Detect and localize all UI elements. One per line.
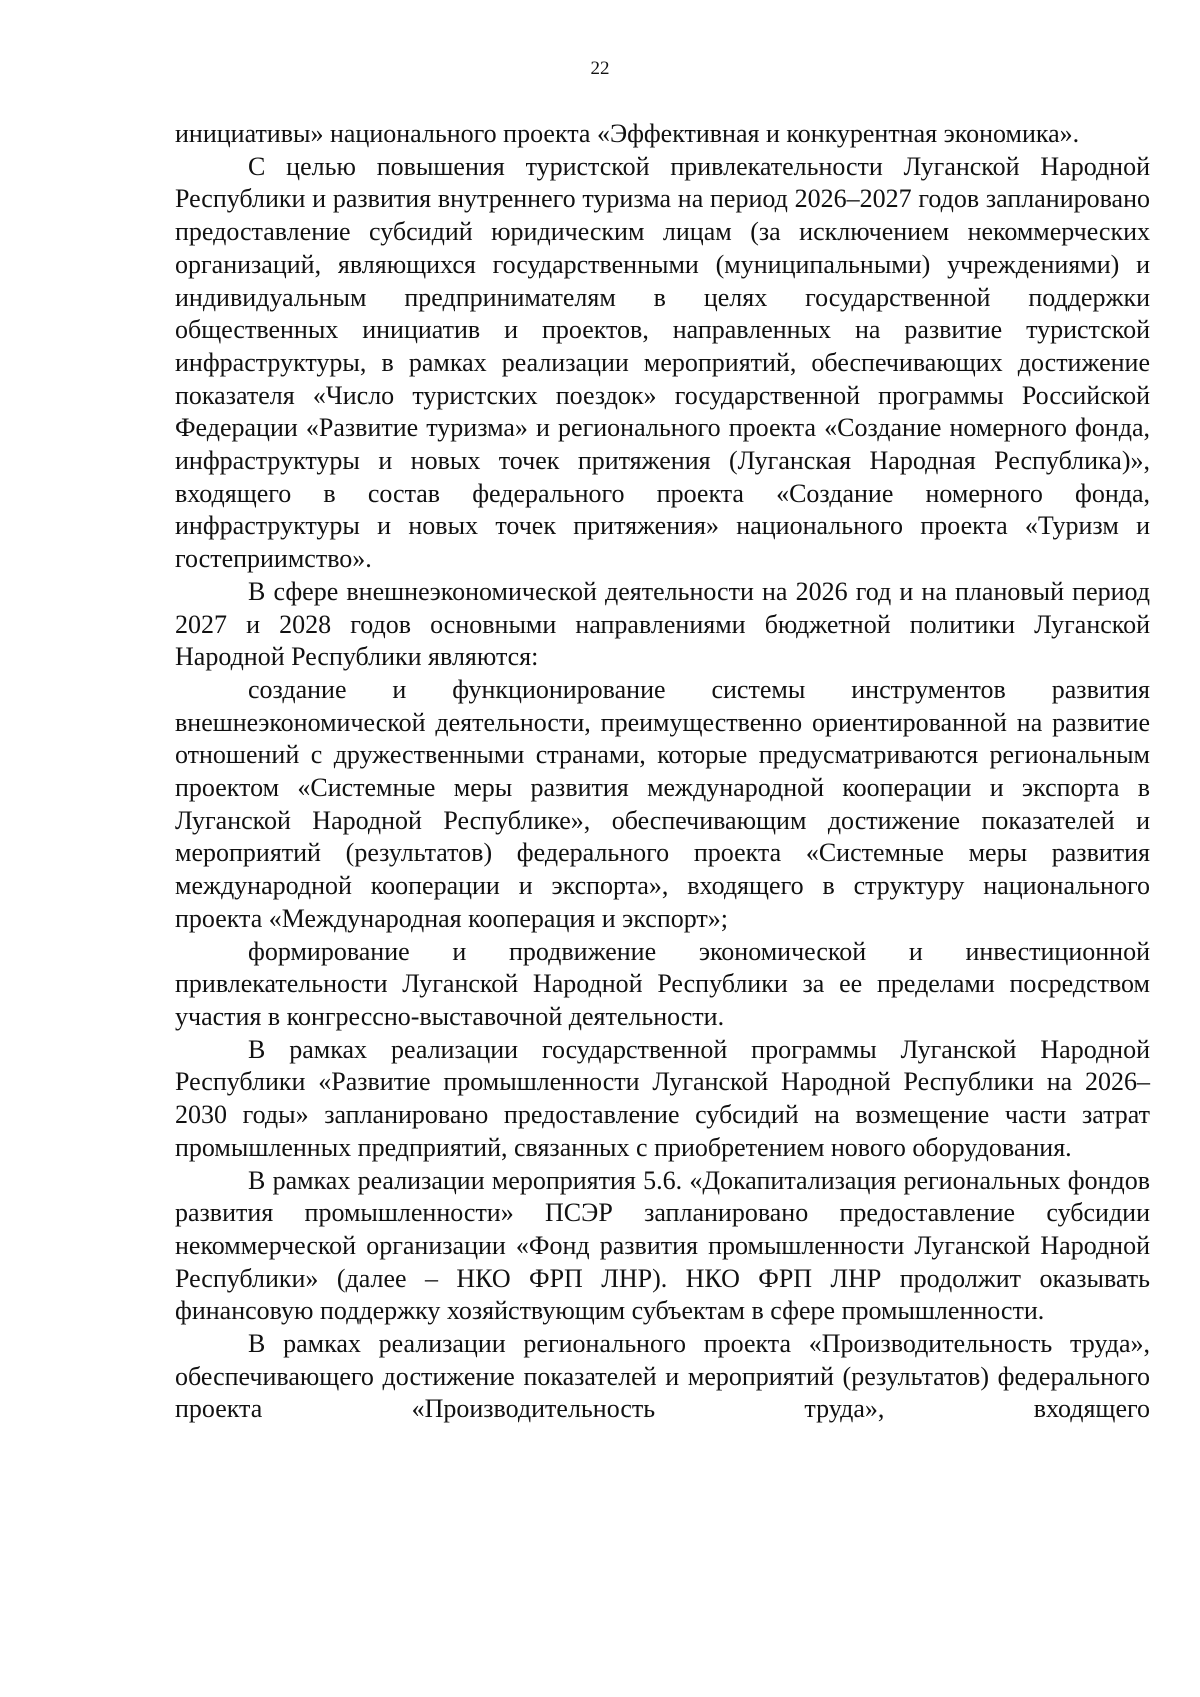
paragraph: инициативы» национального проекта «Эффективная и конкурентная экономика». (175, 119, 1080, 148)
paragraph: В рамках реализации мероприятия 5.6. «Докапитализация региональных фондов развития промышленности» ПСЭР запланировано предоставление субсидии некоммерческой организации «Фонд развития промышленности Луганской Народной Республики» (далее – НКО ФРП ЛНР). НКО ФРП ЛНР продолжит оказывать финансовую поддержку хозяйствующим субъектам в сфере промышленности. (175, 1165, 1150, 1326)
paragraph: создание и функционирование системы инструментов развития внешнеэкономической деятельности, преимущественно ориентированной на развитие отношений с дружественными странами, которые предусматриваются региональным проектом «Системные меры развития международной кооперации и экспорта в Луганской Народной Республике», обеспечивающим достижение показателей и мероприятий (результатов) федерального проекта «Системные меры развития международной кооперации и экспорта», входящего в структуру национального проекта «Международная кооперация и экспорт»; (175, 674, 1150, 933)
document-body (175, 118, 1150, 1426)
paragraph: В рамках реализации регионального проекта «Производительность труда», обеспечивающего достижение показателей и мероприятий (результатов) федерального проекта «Производительность труда», входящего (175, 1329, 1150, 1424)
paragraph: формирование и продвижение экономической и инвестиционной привлекательности Луганской Народной Республики за ее пределами посредством участия в конгрессно-выставочной деятельности. (175, 936, 1150, 1031)
paragraph: В сфере внешнеэкономической деятельности на 2026 год и на плановый период 2027 и 2028 годов основными направлениями бюджетной политики Луганской Народной Республики являются: (175, 576, 1150, 672)
page-number: 22 (590, 58, 610, 79)
paragraph: С целью повышения туристской привлекательности Луганской Народной Республики и развития внутреннего туризма на период 2026–2027 годов запланировано предоставление субсидий юридическим лицам (за исключением некоммерческих организаций, являющихся государственными (муниципальными) учреждениями) и индивидуальным предпринимателям в целях государственной поддержки общественных инициатив и проектов, направленных на развитие туристской инфраструктуры, в рамках реализации мероприятий, обеспечивающих достижение показателя «Число туристских поездок» государственной программы Российской Федерации «Развитие туризма» и регионального проекта «Создание номерного фонда, инфраструктуры и новых точек притяжения (Луганская Народная Республика)», входящего в состав федерального проекта «Создание номерного фонда, инфраструктуры и новых точек притяжения» национального проекта «Туризм и гостеприимство». (175, 151, 1150, 574)
paragraph: В рамках реализации государственной программы Луганской Народной Республики «Развитие промышленности Луганской Народной Республики на 2026–2030 годы» запланировано предоставление субсидий на возмещение части затрат промышленных предприятий, связанных с приобретением нового оборудования. (175, 1034, 1150, 1162)
